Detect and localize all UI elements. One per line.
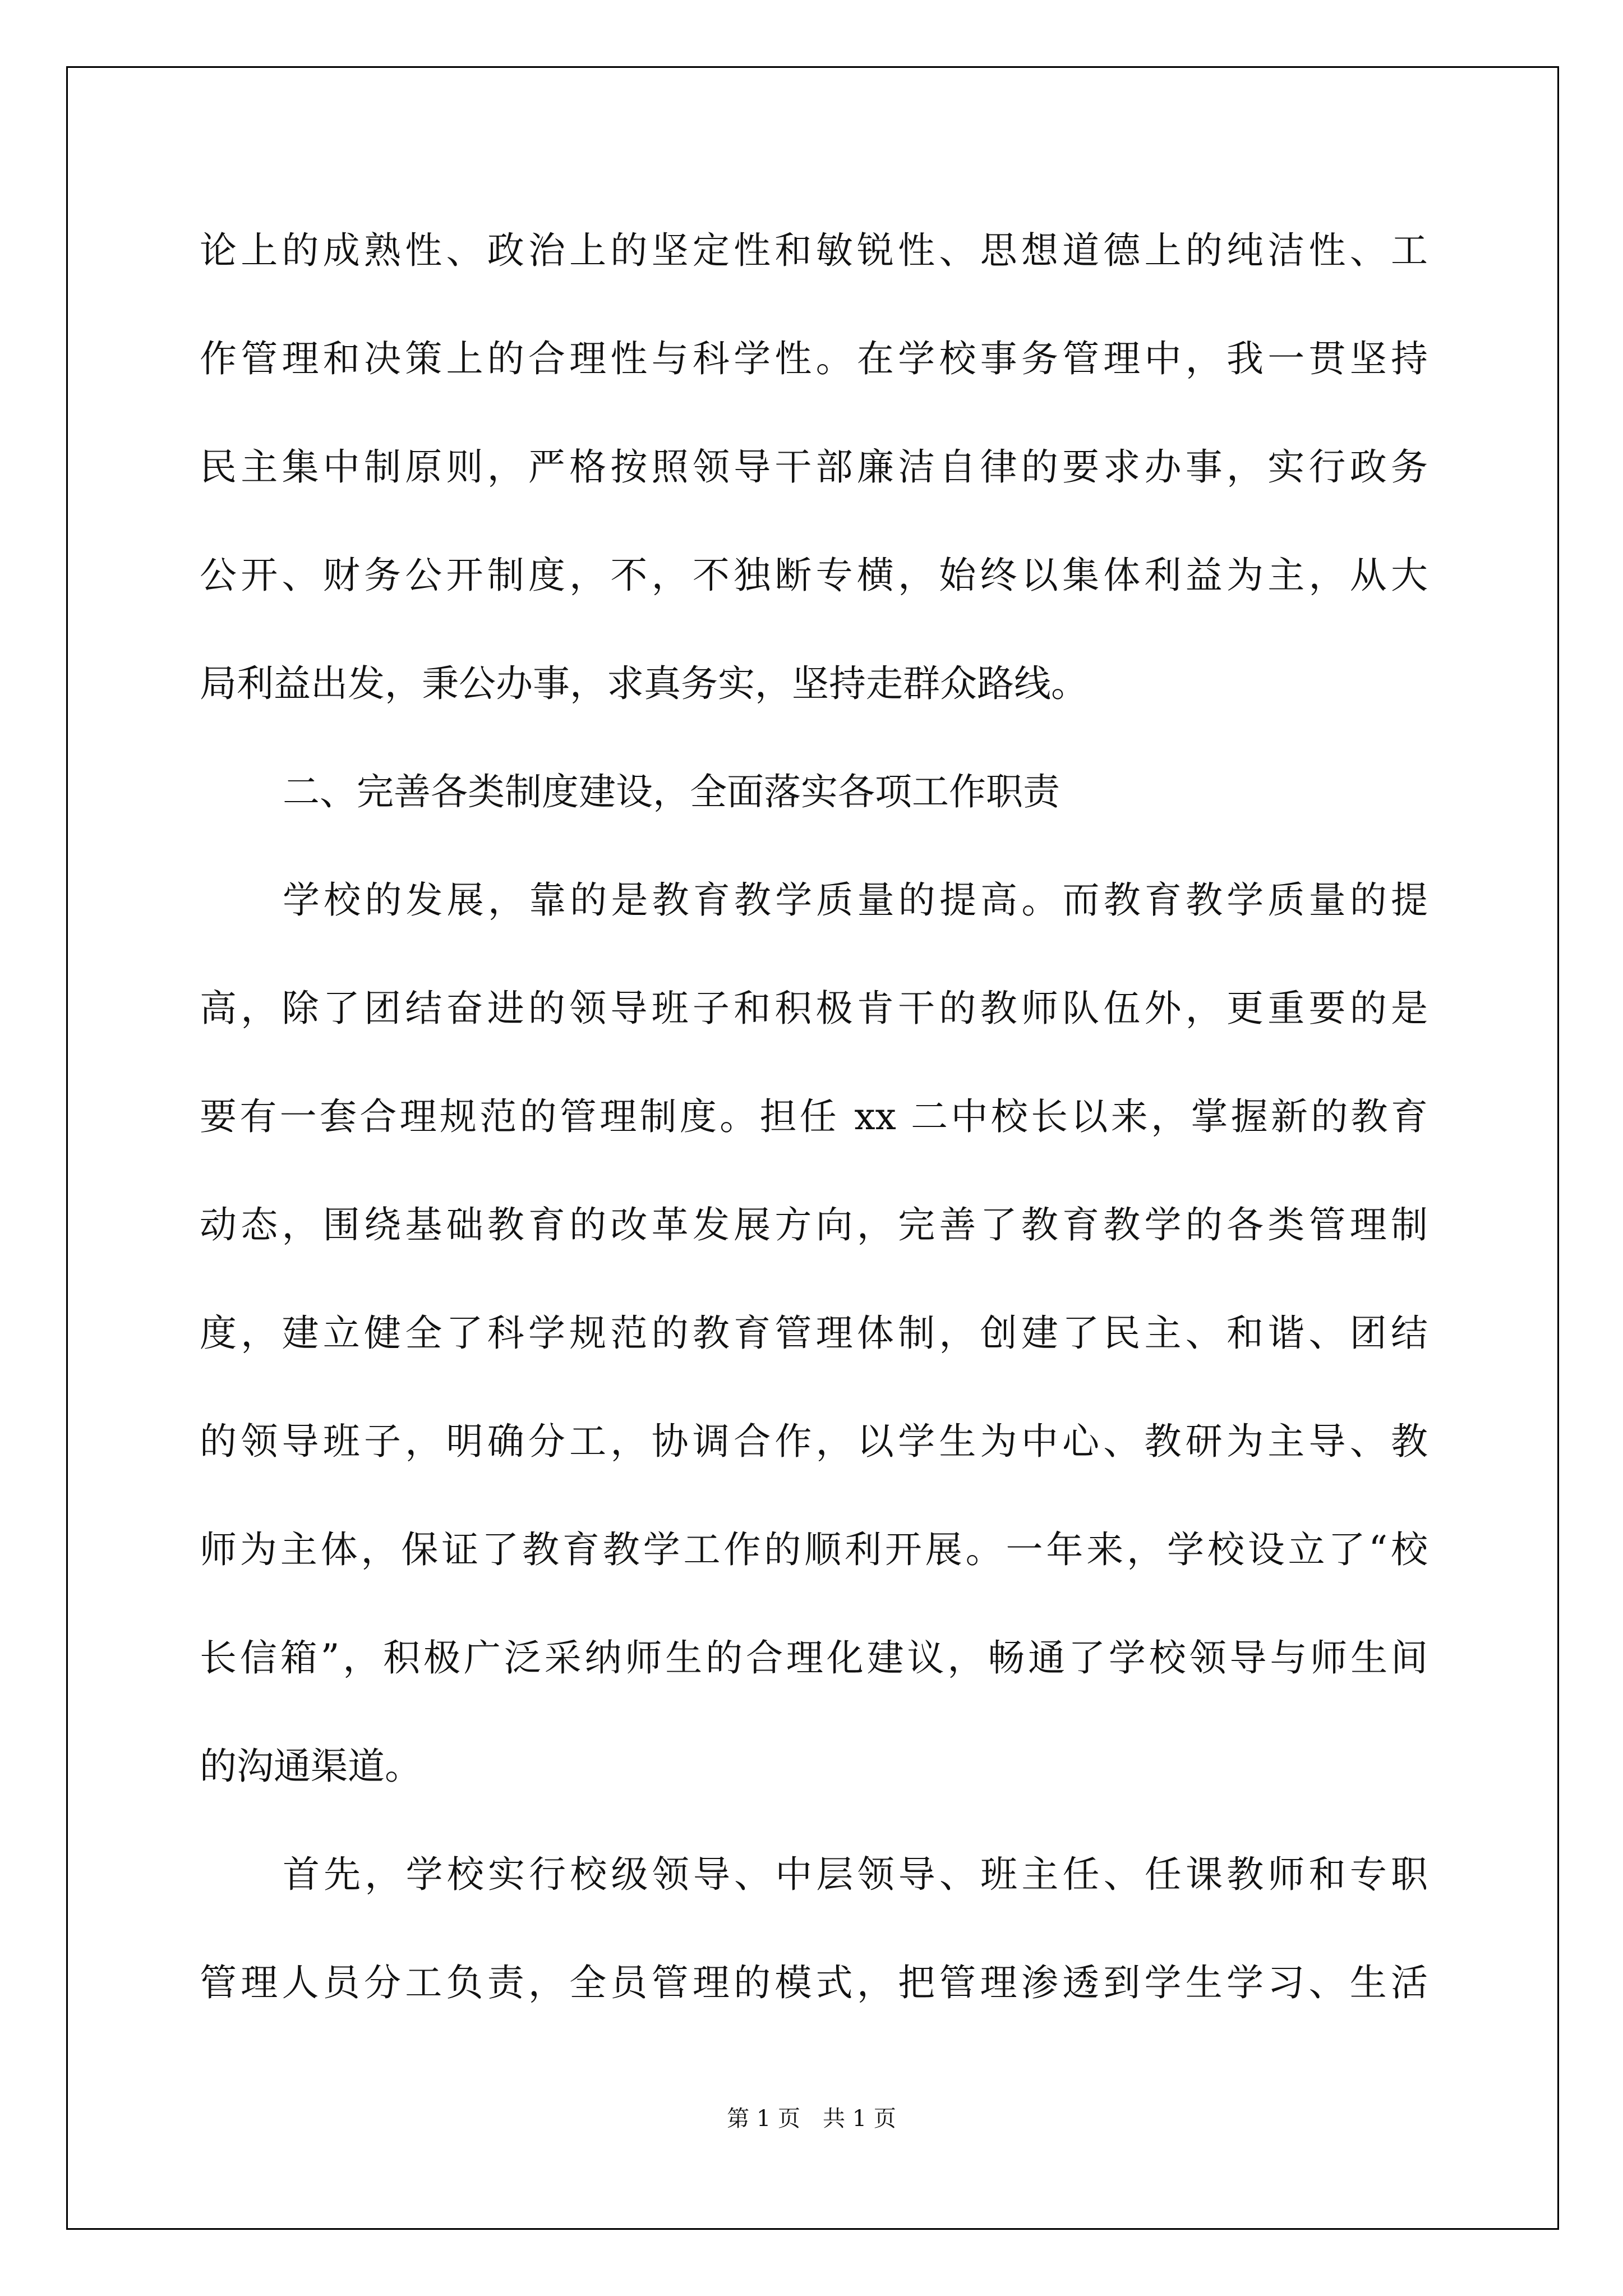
text-line: 的领导班子，明确分工，协调合作，以学生为中心、教研为主导、教 [200,1420,1428,1463]
text-line: 民主集中制原则，严格按照领导干部廉洁自律的要求办事，实行政务 [200,445,1428,489]
text-line: 管理人员分工负责，全员管理的模式，把管理渗透到学生学习、生活 [200,1961,1428,2004]
text-line: 首先，学校实行校级领导、中层领导、班主任、任课教师和专职 [283,1853,1428,1896]
text-line: 公开、财务公开制度，不，不独断专横，始终以集体利益为主，从大 [200,554,1428,597]
text-line: 学校的发展，靠的是教育教学质量的提高。而教育教学质量的提 [283,878,1428,922]
section-heading: 二、完善各类制度建设，全面落实各项工作职责 [283,770,1060,813]
text-line: 高，除了团结奋进的领导班子和积极肯干的教师队伍外，更重要的是 [200,987,1428,1030]
text-line: 要有一套合理规范的管理制度。担任 xx 二中校长以来，掌握新的教育 [200,1095,1428,1138]
text-line: 局利益出发，秉公办事，求真务实，坚持走群众路线。 [200,662,1088,705]
text-line: 的沟通渠道。 [200,1745,422,1788]
text-line: 师为主体，保证了教育教学工作的顺利开展。一年来，学校设立了“校 [200,1528,1428,1571]
text-line: 论上的成熟性、政治上的坚定性和敏锐性、思想道德上的纯洁性、工 [200,229,1428,272]
text-line: 动态，围绕基础教育的改革发展方向，完善了教育教学的各类管理制 [200,1203,1428,1246]
document-body [200,196,1428,2037]
text-line: 长信箱”，积极广泛采纳师生的合理化建议，畅通了学校领导与师生间 [200,1636,1428,1680]
page-footer: 第 1 页 共 1 页 [727,2106,896,2132]
text-line: 度，建立健全了科学规范的教育管理体制，创建了民主、和谐、团结 [200,1312,1428,1355]
text-line: 作管理和决策上的合理性与科学性。在学校事务管理中，我一贯坚持 [200,337,1428,380]
